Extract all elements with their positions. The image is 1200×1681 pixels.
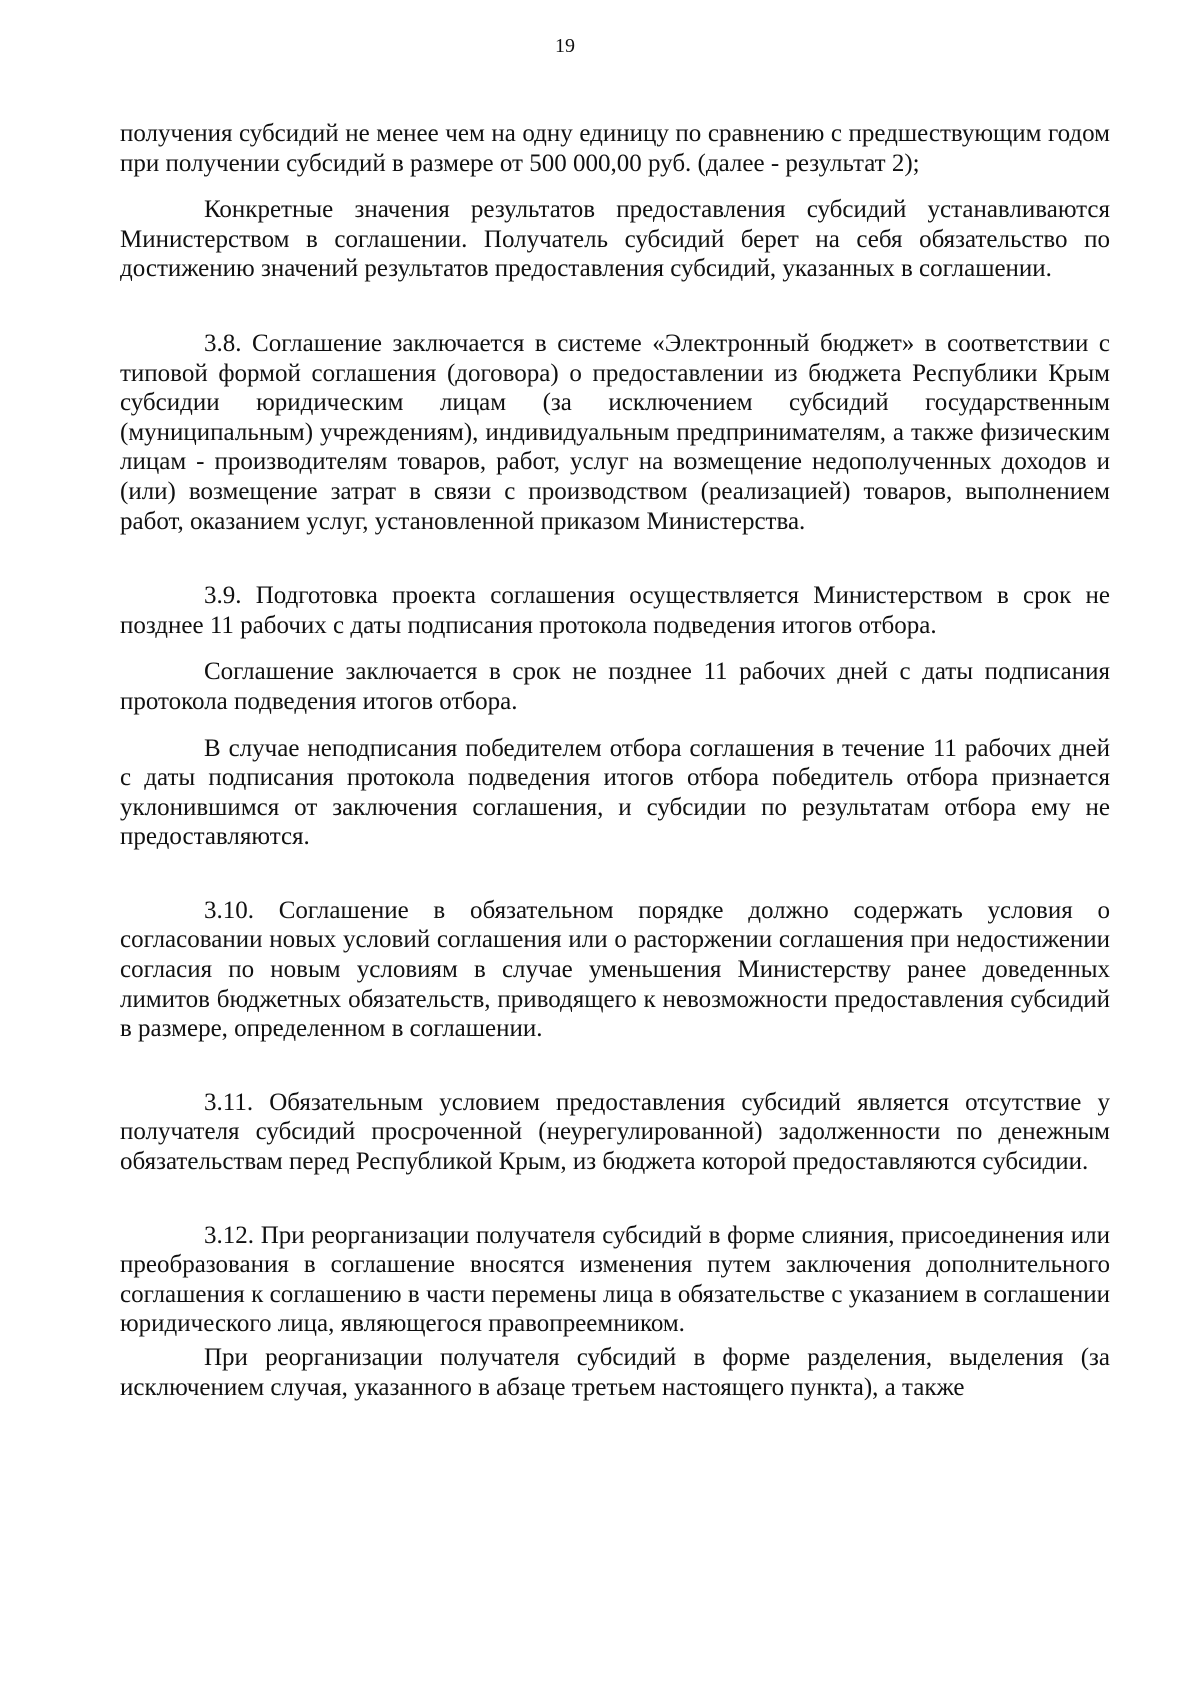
page-number: 19 xyxy=(555,35,575,57)
paragraph-3-11: 3.11. Обязательным условием предоставления субсидий является отсутствие у получателя субсидий просроченной (неурегулированной) задолженности по денежным обязательствам перед Республикой Крым, из бюджета которой предоставляются субсидии. xyxy=(120,1088,1110,1176)
paragraph-3-8: 3.8. Соглашение заключается в системе «Электронный бюджет» в соответствии с типовой формой соглашения (договора) о предоставлении из бюджета Республики Крым субсидии юридическим лицам (за исключением субсидий государственным (муниципальным) учреждениям), индивидуальным предпринимателям, а также физическим лицам - производителям товаров, работ, услуг на возмещение недополученных доходов и (или) возмещение затрат в связи с производством (реализацией) товаров, выполнением работ, оказанием услуг, установленной приказом Министерства. xyxy=(120,329,1110,535)
paragraph-reorganization-division: При реорганизации получателя субсидий в форме разделения, выделения (за исключением случая, указанного в абзаце третьем настоящего пункта), а также xyxy=(120,1344,1110,1401)
paragraph-agreement-term: Соглашение заключается в срок не позднее 11 рабочих дней с даты подписания протокола подведения итогов отбора. xyxy=(120,658,1110,715)
paragraph-3-12: 3.12. При реорганизации получателя субсидий в форме слияния, присоединения или преобразования в соглашение вносятся изменения путем заключения дополнительного соглашения к соглашению в части перемены лица в обязательстве с указанием в соглашении юридического лица, являющегося правопреемником. xyxy=(120,1221,1110,1338)
paragraph-result-2-continuation: получения субсидий не менее чем на одну единицу по сравнению с предшествующим годом при получении субсидий в размере от 500 000,00 руб. (далее - результат 2); xyxy=(120,120,1110,177)
paragraph-3-9: 3.9. Подготовка проекта соглашения осуществляется Министерством в срок не позднее 11 рабочих с даты подписания протокола подведения итогов отбора. xyxy=(120,582,1110,639)
document-body xyxy=(120,119,1110,1402)
paragraph-3-10: 3.10. Соглашение в обязательном порядке должно содержать условия о согласовании новых условий соглашения или о расторжении соглашения при недостижении согласия по новым условиям в случае уменьшения Министерству ранее доведенных лимитов бюджетных обязательств, приводящего к невозможности предоставления субсидий в размере, определенном в соглашении. xyxy=(120,896,1110,1043)
paragraph-non-signing: В случае неподписания победителем отбора соглашения в течение 11 рабочих дней с даты подписания протокола подведения итогов отбора победитель отбора признается уклонившимся от заключения соглашения, и субсидии по результатам отбора ему не предоставляются. xyxy=(120,734,1110,851)
paragraph-result-values: Конкретные значения результатов предоставления субсидий устанавливаются Министерством в соглашении. Получатель субсидий берет на себя обязательство по достижению значений результатов предоставления субсидий, указанных в соглашении. xyxy=(120,196,1110,283)
